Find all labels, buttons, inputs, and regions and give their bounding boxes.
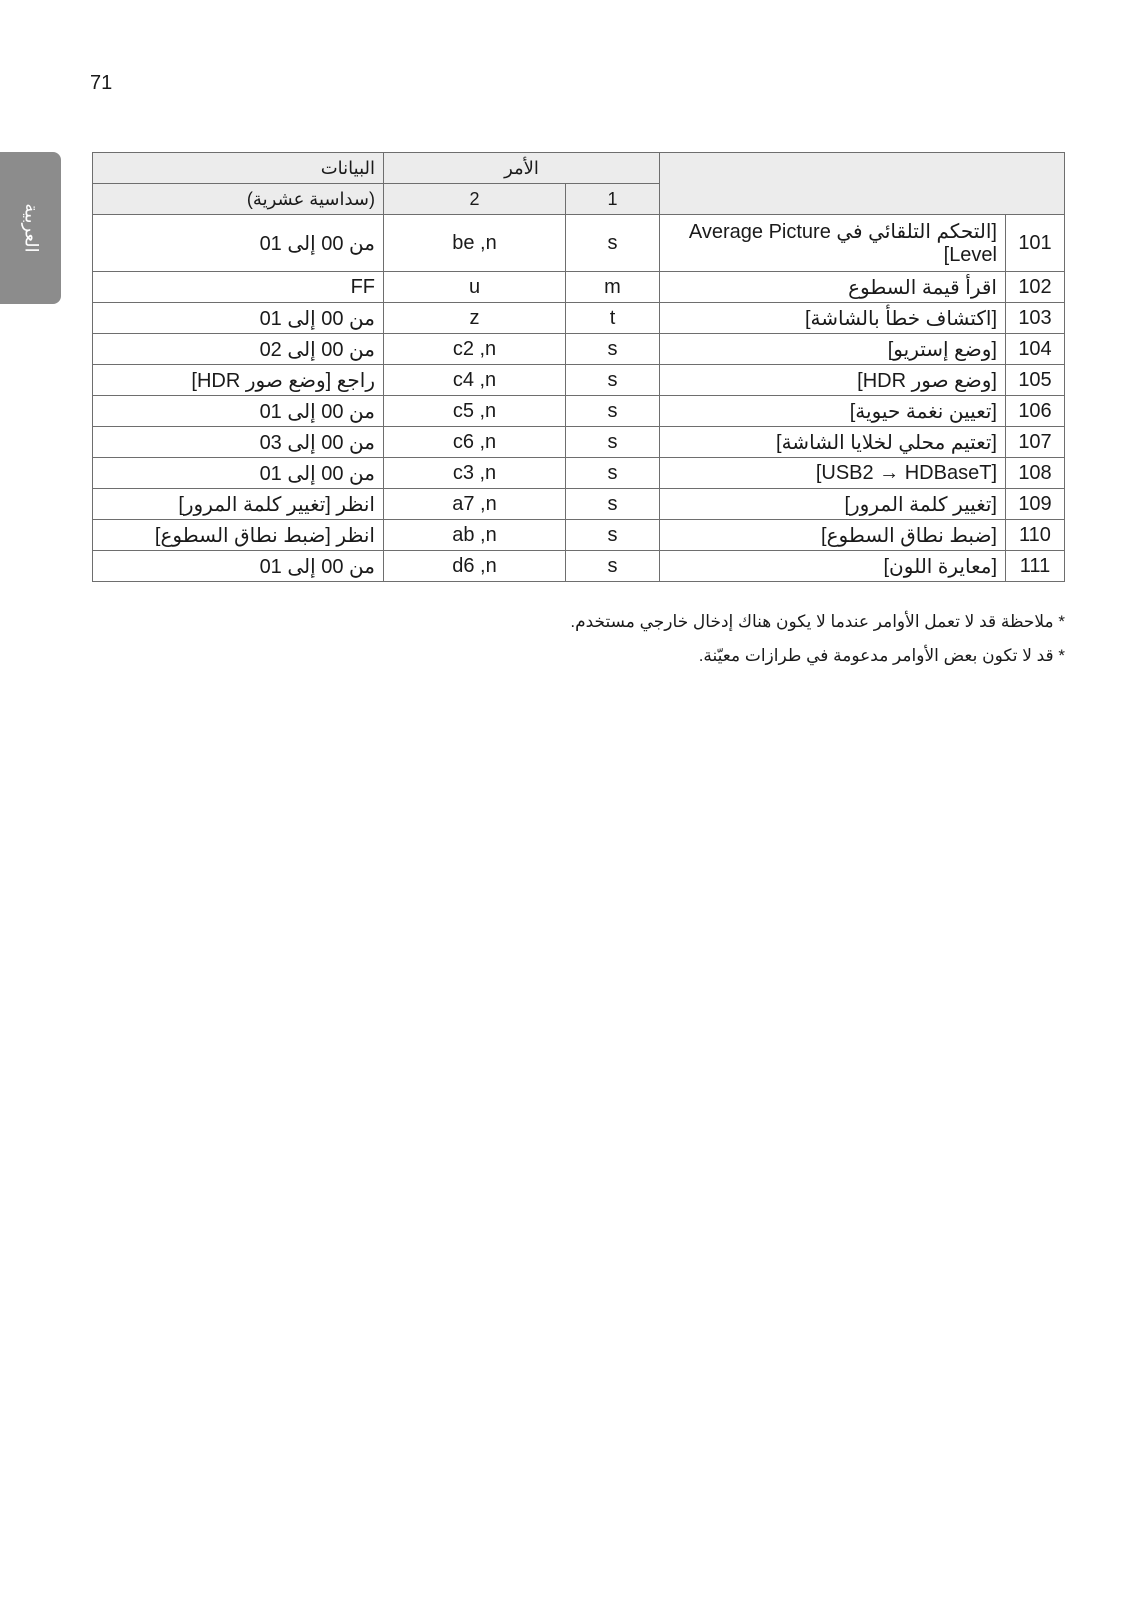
function-name-cell: [تغيير كلمة المرور] (660, 489, 1006, 520)
command-2-cell: a7 ,n (384, 489, 566, 520)
header-command-col-2: 2 (384, 184, 566, 215)
row-number-cell: 101 (1006, 215, 1065, 272)
function-name-cell: اقرأ قيمة السطوع (660, 272, 1006, 303)
header-command-col-1: 1 (566, 184, 660, 215)
table-row (93, 215, 1065, 272)
row-number-cell: 104 (1006, 334, 1065, 365)
table-row (93, 334, 1065, 365)
table-row (93, 365, 1065, 396)
table-row (93, 458, 1065, 489)
function-name-cell: [ضبط نطاق السطوع] (660, 520, 1006, 551)
command-2-cell: c6 ,n (384, 427, 566, 458)
page-number: 71 (90, 72, 113, 94)
function-name-cell: [معايرة اللون] (660, 551, 1006, 582)
row-number-cell: 103 (1006, 303, 1065, 334)
command-1-cell: s (566, 427, 660, 458)
data-cell: من 00 إلى 01 (93, 458, 384, 489)
data-cell: من 00 إلى 01 (93, 551, 384, 582)
header-data-subtitle: (سداسية عشرية) (93, 184, 384, 215)
command-1-cell: s (566, 489, 660, 520)
row-number-cell: 102 (1006, 272, 1065, 303)
data-cell: من 00 إلى 01 (93, 215, 384, 272)
function-name-cell: [تعيين نغمة حيوية] (660, 396, 1006, 427)
function-name-cell: [وضع إستريو] (660, 334, 1006, 365)
command-2-cell: z (384, 303, 566, 334)
row-number-cell: 107 (1006, 427, 1065, 458)
command-2-cell: u (384, 272, 566, 303)
data-cell: FF (93, 272, 384, 303)
header-blank (660, 153, 1065, 215)
table-row (93, 303, 1065, 334)
command-2-cell: c5 ,n (384, 396, 566, 427)
command-1-cell: s (566, 551, 660, 582)
row-number-cell: 111 (1006, 551, 1065, 582)
table-row (93, 427, 1065, 458)
command-table (92, 152, 1065, 582)
data-cell: انظر [تغيير كلمة المرور] (93, 489, 384, 520)
function-name-cell: [التحكم التلقائي في Average Picture Level] (660, 215, 1006, 272)
row-number-cell: 109 (1006, 489, 1065, 520)
table-row (93, 396, 1065, 427)
data-cell: انظر [ضبط نطاق السطوع] (93, 520, 384, 551)
command-1-cell: s (566, 520, 660, 551)
header-data-title: البيانات (93, 153, 384, 184)
data-cell: راجع [وضع صور HDR] (93, 365, 384, 396)
footnote: * ملاحظة قد لا تعمل الأوامر عندما لا يكون هناك إدخال خارجي مستخدم. (570, 612, 1065, 631)
command-2-cell: be ,n (384, 215, 566, 272)
command-2-cell: c4 ,n (384, 365, 566, 396)
command-2-cell: ab ,n (384, 520, 566, 551)
row-number-cell: 106 (1006, 396, 1065, 427)
table-row (93, 489, 1065, 520)
data-cell: من 00 إلى 01 (93, 303, 384, 334)
command-2-cell: c2 ,n (384, 334, 566, 365)
command-1-cell: m (566, 272, 660, 303)
footnotes (570, 612, 1065, 680)
data-cell: من 00 إلى 02 (93, 334, 384, 365)
function-name-cell: [وضع صور HDR] (660, 365, 1006, 396)
command-1-cell: t (566, 303, 660, 334)
command-2-cell: d6 ,n (384, 551, 566, 582)
header-command-title: الأمر (384, 153, 660, 184)
function-name-cell: [اكتشاف خطأ بالشاشة] (660, 303, 1006, 334)
command-1-cell: s (566, 396, 660, 427)
command-1-cell: s (566, 365, 660, 396)
table-row (93, 272, 1065, 303)
table-row (93, 551, 1065, 582)
language-side-tab (0, 152, 61, 304)
footnote: * قد لا تكون بعض الأوامر مدعومة في طرازات معيّنة. (698, 646, 1065, 665)
command-1-cell: s (566, 334, 660, 365)
command-1-cell: s (566, 458, 660, 489)
command-1-cell: s (566, 215, 660, 272)
data-cell: من 00 إلى 01 (93, 396, 384, 427)
row-number-cell: 110 (1006, 520, 1065, 551)
function-name-cell: [تعتيم محلي لخلايا الشاشة] (660, 427, 1006, 458)
row-number-cell: 108 (1006, 458, 1065, 489)
table-row (93, 520, 1065, 551)
row-number-cell: 105 (1006, 365, 1065, 396)
side-tab-label: العربية (21, 203, 41, 253)
data-cell: من 00 إلى 03 (93, 427, 384, 458)
function-name-cell: [USB2 → HDBaseT] (660, 458, 1006, 489)
command-2-cell: c3 ,n (384, 458, 566, 489)
